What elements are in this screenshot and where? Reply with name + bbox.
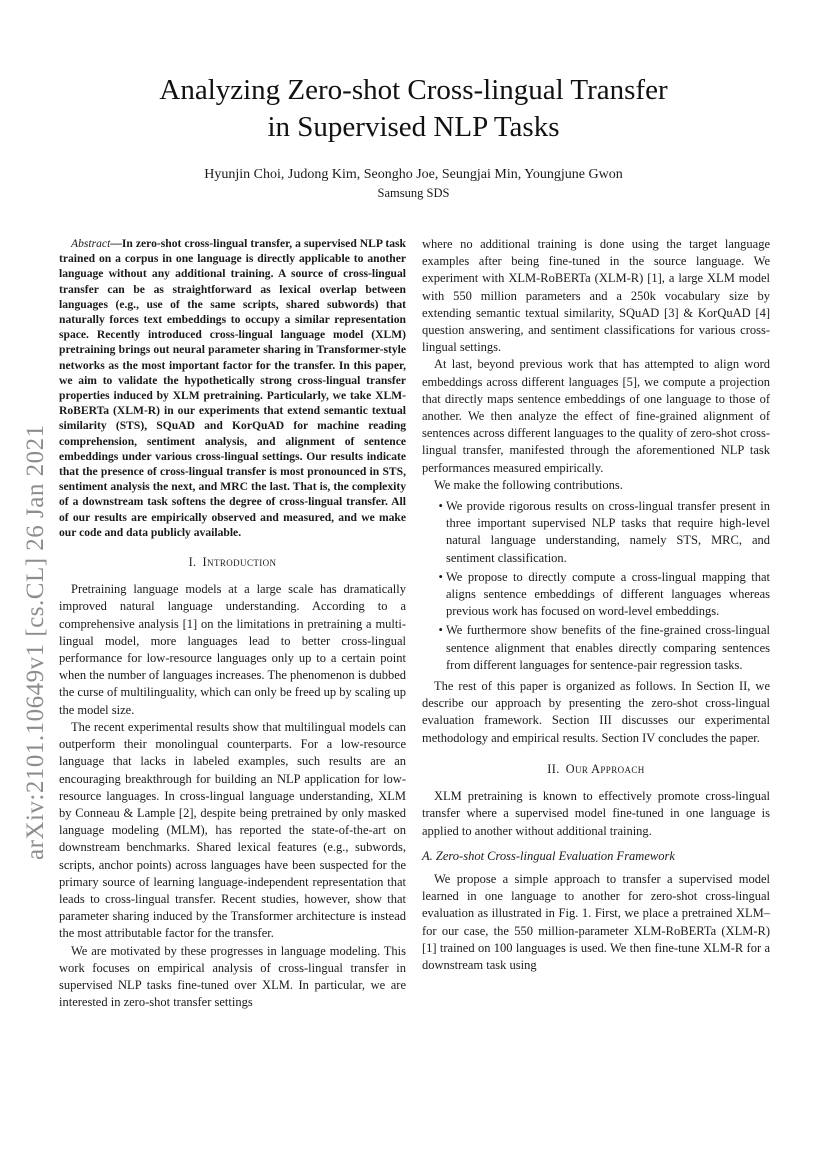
contribution-item: • We provide rigorous results on cross-lingual transfer present in three important supervised NLP tasks that require high-level natural language understanding, namely STS, MRC, and sentiment classification.: [446, 498, 770, 567]
arxiv-side-stamp: arXiv:2101.10649v1 [cs.CL] 26 Jan 2021: [22, 424, 49, 860]
abstract-text: In zero-shot cross-lingual transfer, a supervised NLP task trained on a corpus in one language is directly applicable to another language without any additional training. A source of cross-lingual transfer can be as straightforward as lexical overlap between languages (e.g., use of the same scripts, shared subwords) that naturally forces text embeddings to occupy a similar representation space. Recently introduced cross-lingual language model (XLM) pretraining brings out neural parameter sharing in Transformer-style networks as the most important factor for the transfer. In this paper, we aim to validate the hypothetically strong cross-lingual transfer properties induced by XLM pretraining. Particularly, we take XLM-RoBERTa (XLM-R) in our experiments that extend semantic textual similarity (STS), SQuAD and KorQuAD for machine reading comprehension, sentiment analysis, and alignment of sentence embeddings under various cross-lingual settings. Our results indicate that the presence of cross-lingual transfer is most pronounced in STS, sentiment analysis the next, and MRC the last. That is, the complexity of a downstream task softens the degree of cross-lingual transfer. All of our results are empirically observed and measured, and we make our code and data publicly available.: [59, 237, 406, 539]
contributions-list: [422, 498, 770, 674]
intro-paragraph-3: We are motivated by these progresses in language modeling. This work focuses on empirical analysis of cross-lingual transfer in supervised NLP tasks fine-tuned over XLM. In particular, we are interested in zero-shot transfer settings: [59, 943, 406, 1010]
abstract-dash: —: [110, 237, 122, 250]
section-number: I.: [188, 555, 197, 570]
right-column: [422, 236, 770, 974]
intro-paragraph-2: The recent experimental results show that multilingual models can outperform their monolingual counterparts. For a low-resource language that lacks in labeled examples, such results are an encouraging breakthrough for building an NLP application for low-resource languages. In cross-lingual language understanding, XLM by Conneau & Lample [2], despite being pretrained by only masked language modeling (MLM), has reported the state-of-the-art on downstream benchmarks. Shared lexical features (e.g., subwords, scripts, anchor points) across languages have been suspected for the primary source of learning language-independent representation that leads to cross-lingual transfer. Recent studies, however, show that parameter sharing induced by the Transformer architecture is instead the most attributable factor for the transfer.: [59, 719, 406, 941]
subsection-heading: A. Zero-shot Cross-lingual Evaluation Framework: [422, 848, 675, 863]
section-title: Our Approach: [565, 761, 645, 776]
intro-paragraph-1: Pretraining language models at a large scale has dramatically improved natural language understanding. According to a comprehensive analysis [1] on the limitations in pretraining a multi-lingual model, more languages lead to better cross-lingual performance for low-resource languages only up to a certain point when the number of languages increases. The phenomenon is dubbed the curse of multilinguality, which can only be freed up by scaling up the model size.: [59, 582, 406, 717]
organization-paragraph: The rest of this paper is organized as follows. In Section II, we describe our approach by presenting the zero-shot cross-lingual evaluation framework. Section III discusses our experimental methodology and empirical results. Section IV concludes the paper.: [422, 679, 770, 745]
author-block: [60, 164, 767, 201]
approach-paragraph-1: XLM pretraining is known to effectively promote cross-lingual transfer where a supervised model fine-tuned in one language is applied to another without additional training.: [422, 789, 770, 838]
contributions-intro: We make the following contributions.: [434, 477, 623, 492]
section-number: II.: [547, 761, 560, 776]
contribution-item: • We propose to directly compute a cross-lingual mapping that aligns sentence embeddings of different languages whereas previous work has focused on word-level embeddings.: [446, 569, 770, 621]
title-line-2: in Supervised NLP Tasks: [267, 111, 560, 143]
abstract-label: Abstract: [71, 237, 111, 250]
author-names: Hyunjin Choi, Judong Kim, Seongho Joe, Seungjai Min, Youngjune Gwon: [204, 167, 623, 182]
intro-continuation: where no additional training is done using the target language examples after being fine-tuned in the source language. We experiment with XLM-RoBERTa (XLM-R) [1], a large XLM model with 550 million parameters and a 250k vocabulary size by extending semantic textual similarity, SQuAD [3] & KorQuAD [4] question answering, and sentiment classifications for various cross-lingual settings.: [422, 237, 770, 355]
title-line-1: Analyzing Zero-shot Cross-lingual Transfer: [159, 74, 668, 106]
abstract: [59, 236, 406, 540]
left-column: [59, 236, 406, 1011]
section-heading-introduction: [59, 554, 406, 571]
paper-title: [60, 72, 767, 146]
intro-paragraph-4: At last, beyond previous work that has attempted to align word embeddings across different languages [5], we compute a projection that directly maps sentence embeddings of one language to those of another. We then analyze the effect of fine-grained alignment of sentences across different languages to the quality of zero-shot cross-lingual transfer, manifested through the aforementioned NLP task performances measured empirically.: [422, 357, 770, 475]
section-title: Introduction: [202, 555, 277, 570]
approach-paragraph-2: We propose a simple approach to transfer a supervised model learned in one language to another for zero-shot cross-lingual evaluation as illustrated in Fig. 1. First, we place a pretrained XLM–for our case, the 550 million-parameter XLM-RoBERTa (XLM-R) [1] trained on 100 languages is used. We then fine-tune XLM-R for a downstream task using: [422, 871, 770, 972]
affiliation: Samsung SDS: [377, 186, 450, 200]
section-heading-approach: [422, 761, 770, 778]
contribution-item: • We furthermore show benefits of the fine-grained cross-lingual sentence alignment that enables directly comparing sentences from different languages for sentence-pair regression tasks.: [446, 622, 770, 674]
